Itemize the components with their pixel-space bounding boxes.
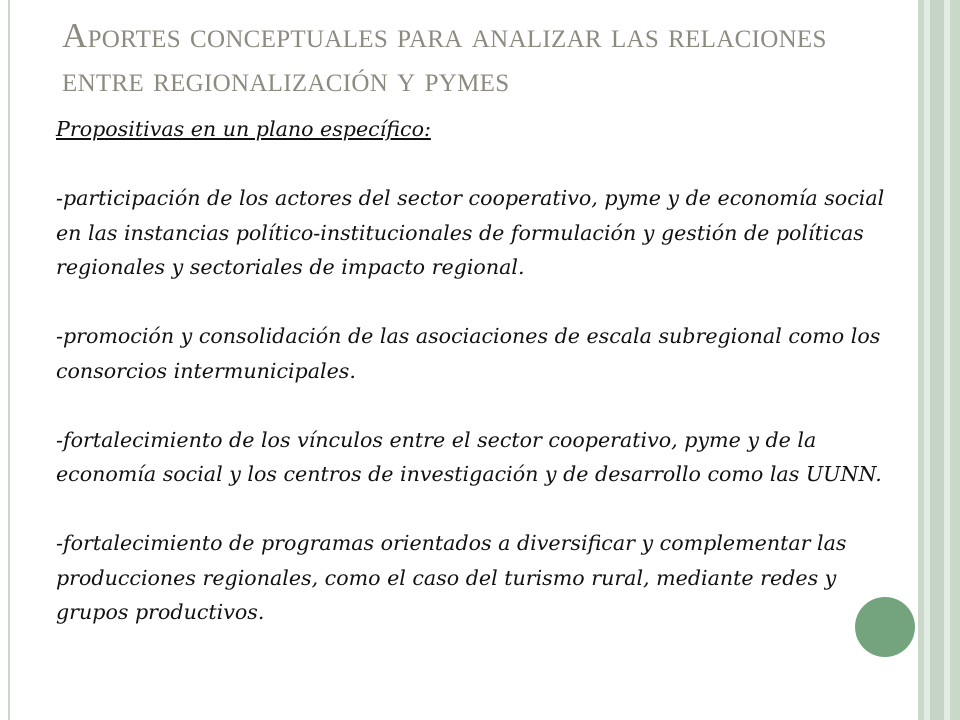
left-border-line	[8, 0, 10, 720]
slide-title: Aportes conceptuales para analizar las relaciones entre regionalización y pymes	[62, 16, 827, 99]
decorative-stripe	[930, 0, 944, 720]
paragraph-fortalecimiento-vinculos: -fortalecimiento de los vínculos entre el sector cooperativo, pyme y de la economía social y los centros de investigación y de desarrollo como las UUNN.	[56, 427, 882, 486]
slide-body	[56, 112, 906, 630]
decorative-stripe	[950, 0, 960, 720]
paragraph-promocion: -promoción y consolidación de las asociaciones de escala subregional como los consorcios intermunicipales.	[56, 324, 881, 383]
paragraph-fortalecimiento-programas: -fortalecimiento de programas orientados a diversificar y complementar las producciones regionales, como el caso del turismo rural, mediante redes y grupos productivos.	[56, 531, 847, 624]
section-heading: Propositivas en un plano específico:	[56, 117, 431, 141]
paragraph-participacion: -participación de los actores del sector cooperativo, pyme y de economía social en las instancias político-institucionales de formulación y gestión de políticas regionales y sectoriales de impacto regional.	[56, 186, 885, 279]
